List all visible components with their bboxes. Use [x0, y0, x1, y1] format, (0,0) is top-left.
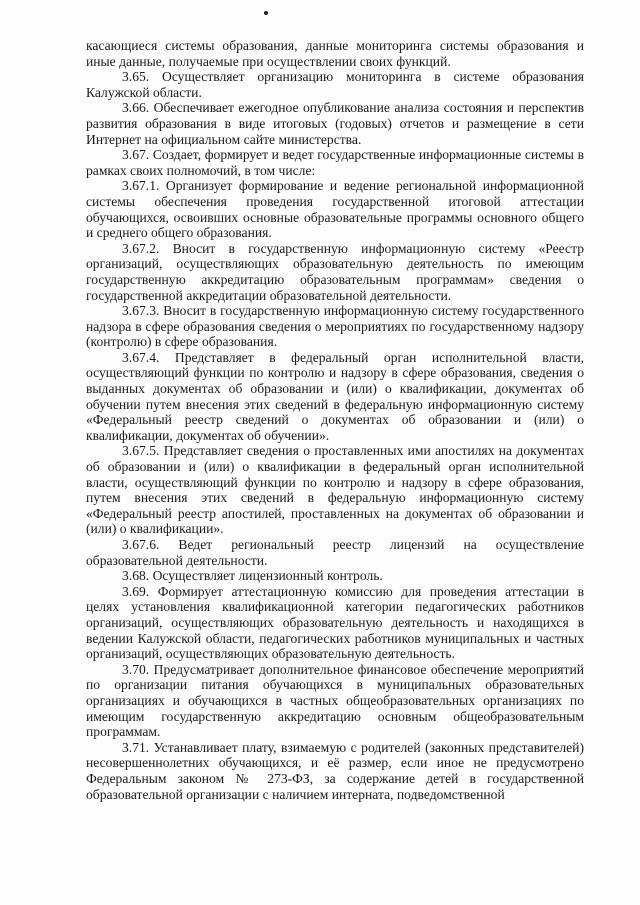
paragraph-3-67-6: 3.67.6. Ведет региональный реестр лицензий на осуществление образовательной деятельности.	[86, 537, 584, 568]
paragraph-3-67-3: 3.67.3. Вносит в государственную информационную систему государственного надзора в сфере образования сведения о мероприятиях по государственному надзору (контролю) в сфере образования.	[86, 303, 584, 350]
paragraph-3-67-1: 3.67.1. Организует формирование и ведение региональной информационной системы обеспечения проведения государственной итоговой аттестации обучающихся, освоивших основные образовательные программы основного общего и среднего общего образования.	[86, 178, 584, 241]
document-body	[86, 38, 584, 802]
page-mark	[264, 11, 268, 15]
paragraph-3-69: 3.69. Формирует аттестационную комиссию для проведения аттестации в целях установления квалификационной категории педагогических работников организаций, осуществляющих образовательную деятельность и находящихся в ведении Калужской области, педагогических работников муниципальных и частных организаций, осуществляющих образовательную деятельность.	[86, 583, 584, 662]
paragraph-3-67-4: 3.67.4. Представляет в федеральный орган исполнительной власти, осуществляющий функции по контролю и надзору в сфере образования, сведения о выданных документах об образовании и (или) о квалификации, документах об обучении путем внесения этих сведений в федеральную информационную систему «Федеральный реестр сведений о документах об образовании и (или) о квалификации, документах об обучении».	[86, 349, 584, 443]
paragraph-3-67-2: 3.67.2. Вносит в государственную информационную систему «Реестр организаций, осуществляющих образовательную деятельность по имеющим государственную аккредитацию образовательным программам» сведения о государственной аккредитации образовательной деятельности.	[86, 240, 584, 303]
paragraph-3-68: 3.68. Осуществляет лицензионный контроль.	[122, 568, 383, 584]
paragraph-3-67: 3.67. Создает, формирует и ведет государственные информационные системы в рамках своих полномочий, в том числе:	[86, 147, 584, 178]
paragraph-continuation: касающиеся системы образования, данные мониторинга системы образования и иные данные, получаемые при осуществлении своих функций.	[86, 38, 584, 69]
paragraph-3-65: 3.65. Осуществляет организацию мониторинга в системе образования Калужской области.	[86, 69, 584, 100]
paragraph-3-66: 3.66. Обеспечивает ежегодное опубликование анализа состояния и перспектив развития образования в виде итоговых (годовых) отчетов и размещение в сети Интернет на официальном сайте министерства.	[86, 100, 584, 147]
paragraph-3-67-5: 3.67.5. Представляет сведения о проставленных ими апостилях на документах об образовании и (или) о квалификации в федеральный орган исполнительной власти, осуществляющий функции по контролю и надзору в сфере образования, путем внесения этих сведений в федеральную информационную систему «Федеральный реестр апостилей, проставленных на документах об образовании и (или) о квалификации».	[86, 443, 584, 537]
paragraph-3-71: 3.71. Устанавливает плату, взимаемую с родителей (законных представителей) несовершеннолетних обучающихся, и её размер, если иное не предусмотрено Федеральным законом № 273-ФЗ, за содержание детей в государственной образовательной организации с наличием интерната, подведомственной	[86, 739, 584, 802]
paragraph-3-70: 3.70. Предусматривает дополнительное финансовое обеспечение мероприятий по организации питания обучающихся в муниципальных образовательных организациях и обучающихся в частных общеобразовательных организациях по имеющим государственную аккредитацию основным общеобразовательным программам.	[86, 661, 584, 740]
